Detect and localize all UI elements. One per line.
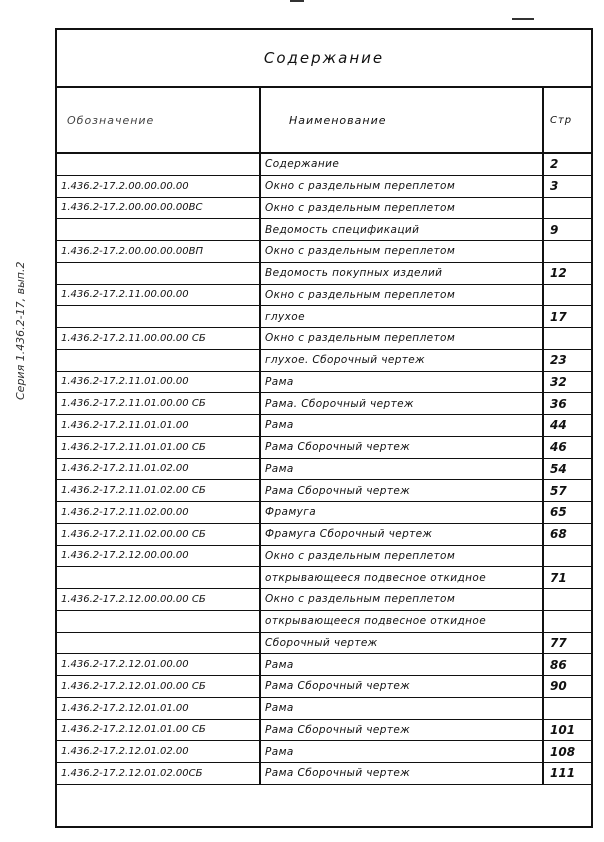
- page-cell: 65: [543, 502, 591, 524]
- designation-cell: 1.436.2-17.2.00.00.00.00: [57, 175, 260, 197]
- page-title: Содержание: [57, 30, 591, 88]
- designation-cell: [57, 632, 260, 654]
- table-row: [57, 610, 591, 632]
- name-cell: Ведомость покупных изделий: [260, 262, 543, 284]
- page-cell: 111: [543, 763, 591, 785]
- designation-cell: 1.436.2-17.2.11.01.00.00 СБ: [57, 393, 260, 415]
- table-row: [57, 328, 591, 350]
- page-cell: [543, 610, 591, 632]
- name-cell: Рама: [260, 371, 543, 393]
- designation-cell: 1.436.2-17.2.12.01.00.00: [57, 654, 260, 676]
- designation-cell: 1.436.2-17.2.12.01.02.00: [57, 741, 260, 763]
- designation-cell: 1.436.2-17.2.11.01.02.00 СБ: [57, 480, 260, 502]
- designation-cell: [57, 219, 260, 241]
- table-row: [57, 741, 591, 763]
- name-cell: Окно с раздельным переплетом: [260, 241, 543, 263]
- contents-table: [57, 88, 591, 785]
- page-cell: 57: [543, 480, 591, 502]
- name-cell: Рама Сборочный чертеж: [260, 436, 543, 458]
- page-cell: 32: [543, 371, 591, 393]
- table-row: [57, 241, 591, 263]
- table-row: [57, 175, 591, 197]
- page-cell: [543, 197, 591, 219]
- name-cell: Фрамуга Сборочный чертеж: [260, 523, 543, 545]
- page-cell: 17: [543, 306, 591, 328]
- table-row: [57, 153, 591, 175]
- name-cell: Сборочный чертеж: [260, 632, 543, 654]
- header-page: Стр: [543, 88, 591, 153]
- name-cell: Рама: [260, 415, 543, 437]
- table-row: [57, 567, 591, 589]
- name-cell: Рама Сборочный чертеж: [260, 676, 543, 698]
- table-row: [57, 458, 591, 480]
- name-cell: Рама: [260, 458, 543, 480]
- name-cell: Рама Сборочный чертеж: [260, 480, 543, 502]
- page-cell: 101: [543, 719, 591, 741]
- name-cell: Рама Сборочный чертеж: [260, 719, 543, 741]
- document-frame: [55, 28, 593, 828]
- page-cell: 44: [543, 415, 591, 437]
- name-cell: Окно с раздельным переплетом: [260, 175, 543, 197]
- name-cell: Рама: [260, 654, 543, 676]
- header-name: Наименование: [260, 88, 543, 153]
- page-cell: 2: [543, 153, 591, 175]
- name-cell: Ведомость спецификаций: [260, 219, 543, 241]
- table-row: [57, 371, 591, 393]
- designation-cell: 1.436.2-17.2.11.01.00.00: [57, 371, 260, 393]
- designation-cell: 1.436.2-17.2.11.02.00.00: [57, 502, 260, 524]
- page-cell: [543, 241, 591, 263]
- designation-cell: 1.436.2-17.2.12.01.01.00 СБ: [57, 719, 260, 741]
- page-cell: 12: [543, 262, 591, 284]
- designation-cell: 1.436.2-17.2.12.01.02.00СБ: [57, 763, 260, 785]
- name-cell: Рама. Сборочный чертеж: [260, 393, 543, 415]
- name-cell: Содержание: [260, 153, 543, 175]
- table-row: [57, 654, 591, 676]
- table-row: [57, 284, 591, 306]
- page-cell: 108: [543, 741, 591, 763]
- page-cell: 3: [543, 175, 591, 197]
- designation-cell: 1.436.2-17.2.11.01.01.00: [57, 415, 260, 437]
- table-row: [57, 719, 591, 741]
- name-cell: открывающееся подвесное откидное: [260, 567, 543, 589]
- header-designation: Обозначение: [57, 88, 260, 153]
- table-row: [57, 262, 591, 284]
- page-cell: 54: [543, 458, 591, 480]
- designation-cell: 1.436.2-17.2.11.01.02.00: [57, 458, 260, 480]
- designation-cell: 1.436.2-17.2.12.00.00.00 СБ: [57, 589, 260, 611]
- page-cell: 46: [543, 436, 591, 458]
- series-side-note: Серия 1.436.2-17, вып.2: [14, 261, 27, 400]
- name-cell: Рама: [260, 697, 543, 719]
- page-cell: [543, 328, 591, 350]
- name-cell: Окно с раздельным переплетом: [260, 328, 543, 350]
- name-cell: Окно с раздельным переплетом: [260, 589, 543, 611]
- contents-rows: [57, 153, 591, 784]
- page-cell: 90: [543, 676, 591, 698]
- designation-cell: 1.436.2-17.2.11.00.00.00: [57, 284, 260, 306]
- designation-cell: 1.436.2-17.2.00.00.00.00ВС: [57, 197, 260, 219]
- designation-cell: 1.436.2-17.2.12.01.01.00: [57, 697, 260, 719]
- table-row: [57, 393, 591, 415]
- table-row: [57, 502, 591, 524]
- designation-cell: 1.436.2-17.2.12.00.00.00: [57, 545, 260, 567]
- page-cell: 68: [543, 523, 591, 545]
- table-row: [57, 306, 591, 328]
- table-row: [57, 545, 591, 567]
- designation-cell: [57, 567, 260, 589]
- table-row: [57, 763, 591, 785]
- page-cell: [543, 589, 591, 611]
- name-cell: глухое. Сборочный чертеж: [260, 349, 543, 371]
- table-row: [57, 523, 591, 545]
- name-cell: Рама: [260, 741, 543, 763]
- table-row: [57, 697, 591, 719]
- name-cell: Окно с раздельным переплетом: [260, 284, 543, 306]
- page-cell: [543, 284, 591, 306]
- page-cell: 86: [543, 654, 591, 676]
- designation-cell: [57, 153, 260, 175]
- designation-cell: [57, 306, 260, 328]
- page-cell: 77: [543, 632, 591, 654]
- page-cell: 36: [543, 393, 591, 415]
- page-cell: [543, 697, 591, 719]
- designation-cell: [57, 349, 260, 371]
- table-row: [57, 349, 591, 371]
- table-row: [57, 589, 591, 611]
- top-mark-left: [290, 0, 304, 2]
- name-cell: Окно с раздельным переплетом: [260, 545, 543, 567]
- page-cell: [543, 545, 591, 567]
- designation-cell: 1.436.2-17.2.00.00.00.00ВП: [57, 241, 260, 263]
- table-row: [57, 197, 591, 219]
- header-row: [57, 88, 591, 153]
- top-mark-right: [512, 18, 534, 20]
- table-row: [57, 676, 591, 698]
- designation-cell: 1.436.2-17.2.12.01.00.00 СБ: [57, 676, 260, 698]
- designation-cell: 1.436.2-17.2.11.00.00.00 СБ: [57, 328, 260, 350]
- table-row: [57, 480, 591, 502]
- name-cell: глухое: [260, 306, 543, 328]
- table-row: [57, 632, 591, 654]
- page-cell: 9: [543, 219, 591, 241]
- table-row: [57, 415, 591, 437]
- designation-cell: [57, 262, 260, 284]
- table-row: [57, 436, 591, 458]
- designation-cell: 1.436.2-17.2.11.02.00.00 СБ: [57, 523, 260, 545]
- page-cell: 71: [543, 567, 591, 589]
- designation-cell: 1.436.2-17.2.11.01.01.00 СБ: [57, 436, 260, 458]
- name-cell: Фрамуга: [260, 502, 543, 524]
- name-cell: Рама Сборочный чертеж: [260, 763, 543, 785]
- name-cell: открывающееся подвесное откидное: [260, 610, 543, 632]
- page-cell: 23: [543, 349, 591, 371]
- designation-cell: [57, 610, 260, 632]
- table-row: [57, 219, 591, 241]
- name-cell: Окно с раздельным переплетом: [260, 197, 543, 219]
